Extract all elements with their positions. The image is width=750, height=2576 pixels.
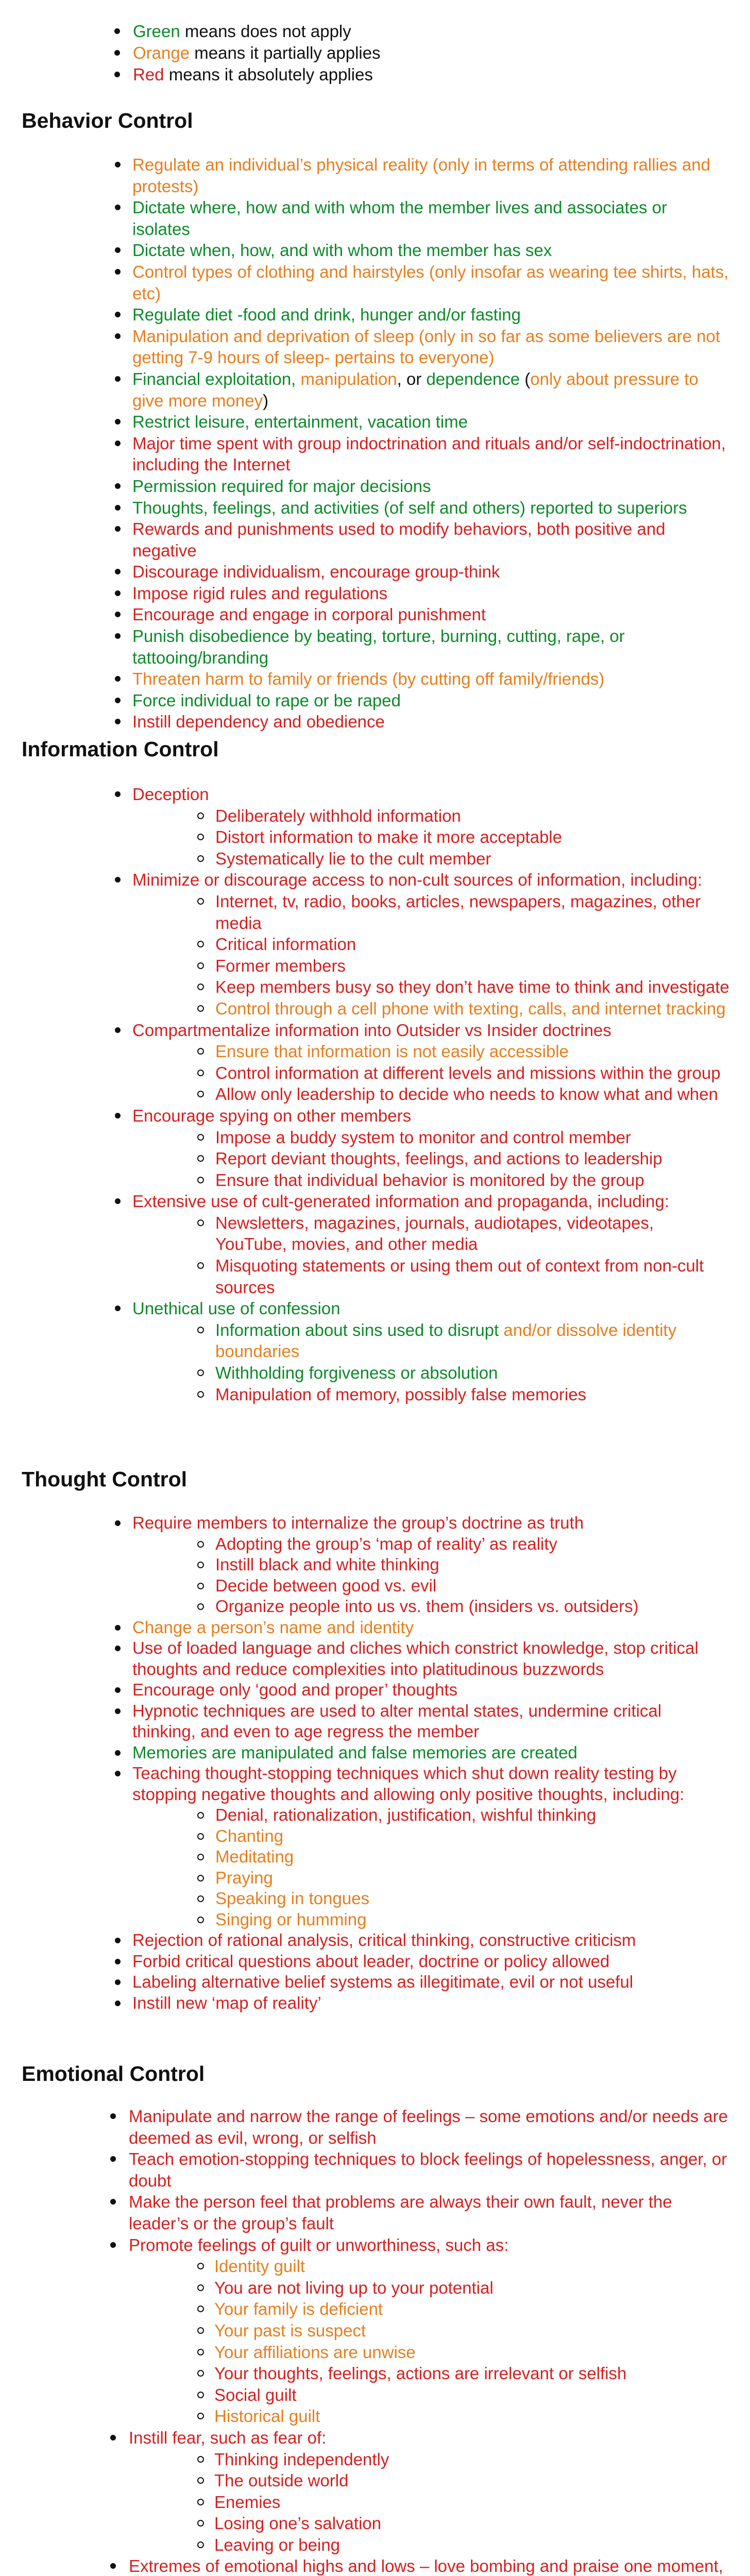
bullet-item bbox=[0, 2555, 750, 2576]
sub-bullet-item bbox=[0, 1148, 750, 1170]
item-text: Your past is suspect bbox=[214, 2320, 366, 2340]
bullet-item bbox=[0, 1020, 750, 1041]
item-text: Manipulation of memory, possibly false memories bbox=[215, 1384, 587, 1404]
sub-bullet-item bbox=[0, 2492, 750, 2513]
item-text: Rewards and punishments used to modify behaviors, both positive and negative bbox=[132, 519, 666, 560]
sub-bullet-item bbox=[0, 1534, 750, 1555]
bullet-item bbox=[0, 1513, 750, 1534]
sub-bullet-item bbox=[0, 1596, 750, 1617]
sub-bullet-item bbox=[0, 891, 750, 934]
bullet-item bbox=[0, 2106, 750, 2148]
bullet-item bbox=[0, 304, 750, 326]
item-text: Permission required for major decisions bbox=[132, 476, 431, 496]
item-text: Singing or humming bbox=[215, 1909, 367, 1929]
item-text: Make the person feel that problems are always their own fault, never the leader’s or the group’s fault bbox=[129, 2192, 672, 2233]
item-text: Hypnotic techniques are used to alter mental states, undermine critical thinking, and even to age regress the member bbox=[132, 1701, 662, 1741]
bullet-item bbox=[0, 2427, 750, 2449]
sub-bullet-item bbox=[0, 2384, 750, 2406]
item-text: Thoughts, feelings, and activities (of self and others) reported to superiors bbox=[132, 498, 687, 517]
bullet-item bbox=[0, 668, 750, 690]
item-text: Adopting the group’s ‘map of reality’ as reality bbox=[215, 1534, 558, 1553]
text-run: dependence bbox=[426, 369, 520, 388]
bullet-item bbox=[0, 1298, 750, 1319]
item-text: Dictate where, how and with whom the member lives and associates or isolates bbox=[132, 198, 668, 239]
item-text: Misquoting statements or using them out of context from non-cult sources bbox=[215, 1256, 704, 1297]
sub-bullet-item bbox=[0, 955, 750, 977]
legend-color-word: Orange bbox=[133, 43, 190, 62]
item-text: Forbid critical questions about leader, doctrine or policy allowed bbox=[132, 1951, 610, 1971]
item-text: Memories are manipulated and false memories are created bbox=[132, 1742, 577, 1762]
item-text: Praying bbox=[215, 1868, 273, 1887]
item-text: Manipulate and narrow the range of feelings – some emotions and/or needs are deemed as evil, wrong, or selfish bbox=[129, 2107, 728, 2147]
item-text: Regulate diet -food and drink, hunger and/or fasting bbox=[132, 305, 521, 325]
sub-bullet-item bbox=[0, 998, 750, 1020]
sub-bullet-item bbox=[0, 2256, 750, 2277]
legend-meaning: means it partially applies bbox=[190, 43, 381, 62]
sub-bullet-item bbox=[0, 1083, 750, 1105]
legend-color-word: Red bbox=[133, 65, 164, 84]
bullet-item bbox=[0, 368, 750, 411]
item-text: Require members to internalize the group’s doctrine as truth bbox=[132, 1513, 584, 1532]
information-control-list bbox=[0, 784, 750, 1405]
sub-bullet-item bbox=[0, 934, 750, 955]
bullet-item bbox=[0, 2148, 750, 2191]
item-text: Ensure that information is not easily accessible bbox=[215, 1042, 569, 1061]
item-text: Social guilt bbox=[214, 2385, 297, 2404]
item-text: Control information at different levels and missions within the group bbox=[215, 1063, 721, 1082]
item-text: Instill black and white thinking bbox=[215, 1555, 439, 1574]
item-text: Withholding forgiveness or absolution bbox=[215, 1363, 498, 1383]
sub-bullet-item bbox=[0, 826, 750, 848]
bullet-item bbox=[0, 1638, 750, 1680]
sub-bullet-item bbox=[0, 1062, 750, 1084]
item-text: Minimize or discourage access to non-cult sources of information, including: bbox=[132, 870, 703, 890]
bullet-item bbox=[0, 1763, 750, 1805]
item-text: Identity guilt bbox=[214, 2257, 305, 2276]
item-text: Speaking in tongues bbox=[215, 1889, 370, 1908]
color-legend bbox=[0, 21, 750, 86]
item-text: You are not living up to your potential bbox=[214, 2278, 493, 2297]
sub-bullet-item bbox=[0, 2534, 750, 2556]
sub-bullet-item bbox=[0, 2298, 750, 2320]
sub-bullet-item bbox=[0, 1212, 750, 1255]
sub-bullet-item bbox=[0, 1826, 750, 1847]
item-text: Impose a buddy system to monitor and control member bbox=[215, 1127, 632, 1147]
item-text: Denial, rationalization, justification, wishful thinking bbox=[215, 1805, 596, 1824]
bullet-item bbox=[0, 625, 750, 668]
item-text: Unethical use of confession bbox=[132, 1299, 340, 1318]
bullet-item bbox=[0, 1617, 750, 1638]
item-text: Threaten harm to family or friends (by cutting off family/friends) bbox=[132, 669, 605, 689]
item-text: Critical information bbox=[215, 935, 356, 954]
bullet-item bbox=[0, 1742, 750, 1764]
item-text: Your affiliations are unwise bbox=[214, 2342, 416, 2362]
item-text: Chanting bbox=[215, 1826, 284, 1845]
emotional-control-list bbox=[0, 2106, 750, 2576]
item-text: Extremes of emotional highs and lows – love bombing and praise one moment, bbox=[129, 2556, 723, 2576]
bullet-item bbox=[0, 518, 750, 561]
item-text: Keep members busy so they don’t have time to think and investigate bbox=[215, 977, 729, 997]
sub-bullet-item bbox=[0, 1909, 750, 1930]
sub-bullet-item bbox=[0, 1384, 750, 1405]
item-text: Your thoughts, feelings, actions are irrelevant or selfish bbox=[214, 2364, 627, 2383]
sub-bullet-item bbox=[0, 1805, 750, 1826]
sub-bullet-item bbox=[0, 1868, 750, 1889]
bullet-item bbox=[0, 1972, 750, 1993]
item-text: Distort information to make it more acceptable bbox=[215, 827, 562, 847]
bullet-item bbox=[0, 869, 750, 891]
legend-meaning: means it absolutely applies bbox=[164, 65, 373, 84]
item-text: Extensive use of cult-generated information and propaganda, including: bbox=[132, 1192, 670, 1211]
bullet-item bbox=[0, 1191, 750, 1212]
item-text: Instill new ‘map of reality’ bbox=[132, 1993, 321, 2012]
bullet-item bbox=[0, 411, 750, 433]
item-text: Internet, tv, radio, books, articles, newspapers, magazines, other media bbox=[215, 891, 701, 933]
sub-bullet-item bbox=[0, 1041, 750, 1062]
item-text: Allow only leadership to decide who needs to know what and when bbox=[215, 1084, 718, 1104]
text-run: Information about sins used to disrupt bbox=[215, 1320, 504, 1340]
item-text: Use of loaded language and cliches which constrict knowledge, stop critical thoughts and reduce complexities into platitudinous buzzwords bbox=[132, 1638, 698, 1679]
item-text: Newsletters, magazines, journals, audiotapes, videotapes, YouTube, movies, and other media bbox=[215, 1213, 654, 1254]
text-run: and/or dissolve identity boundaries bbox=[215, 1320, 677, 1361]
bullet-item bbox=[0, 604, 750, 625]
item-text: Your family is deficient bbox=[214, 2299, 383, 2319]
item-text: The outside world bbox=[214, 2471, 349, 2490]
item-text: Labeling alternative belief systems as illegitimate, evil or not useful bbox=[132, 1972, 634, 1991]
item-text: Instill fear, such as fear of: bbox=[129, 2428, 327, 2447]
text-run: ) bbox=[263, 391, 269, 410]
item-text: Change a person’s name and identity bbox=[132, 1617, 414, 1637]
sub-bullet-item bbox=[0, 1255, 750, 1298]
legend-item-red bbox=[0, 64, 750, 86]
bullet-item bbox=[0, 2191, 750, 2234]
item-text: Promote feelings of guilt or unworthiness, such as: bbox=[129, 2235, 509, 2255]
sub-bullet-item bbox=[0, 2277, 750, 2299]
bullet-item bbox=[0, 497, 750, 519]
text-run: manipulation bbox=[300, 369, 397, 388]
bullet-item bbox=[0, 1993, 750, 2014]
sub-bullet-item bbox=[0, 1554, 750, 1575]
item-text: Control through a cell phone with texting, calls, and internet tracking bbox=[215, 998, 726, 1018]
legend-item-green bbox=[0, 21, 750, 42]
sub-bullet-item bbox=[0, 2363, 750, 2384]
sub-bullet-item bbox=[0, 2449, 750, 2470]
item-text: Enemies bbox=[214, 2492, 281, 2512]
item-text: Decide between good vs. evil bbox=[215, 1575, 437, 1595]
text-run: Financial exploitation, bbox=[132, 369, 301, 388]
sub-bullet-item bbox=[0, 2405, 750, 2427]
bullet-item bbox=[0, 583, 750, 604]
item-text: Control types of clothing and hairstyles (only insofar as wearing tee shirts, hats, etc) bbox=[132, 262, 729, 303]
item-text: Major time spent with group indoctrination and rituals and/or self-indoctrination, including the Internet bbox=[132, 433, 726, 474]
item-text: Compartmentalize information into Outsider vs Insider doctrines bbox=[132, 1020, 611, 1040]
sub-bullet-item bbox=[0, 1319, 750, 1362]
bullet-item bbox=[0, 690, 750, 711]
bullet-item bbox=[0, 1105, 750, 1127]
thought-control-heading: Thought Control bbox=[22, 1467, 187, 1491]
sub-bullet-item bbox=[0, 1362, 750, 1384]
item-text: Impose rigid rules and regulations bbox=[132, 583, 388, 603]
bullet-item bbox=[0, 326, 750, 368]
item-text: Dictate when, how, and with whom the member has sex bbox=[132, 241, 552, 260]
item-text: Leaving or being bbox=[214, 2535, 340, 2554]
item-text: Deliberately withhold information bbox=[215, 806, 461, 825]
bullet-item bbox=[0, 711, 750, 733]
item-text: Former members bbox=[215, 956, 346, 975]
text-run: , or bbox=[397, 369, 427, 388]
item-text: Regulate an individual’s physical reality (only in terms of attending rallies and protests) bbox=[132, 155, 710, 196]
item-text: Instill dependency and obedience bbox=[132, 712, 385, 732]
legend-color-word: Green bbox=[133, 22, 180, 41]
text-run: ( bbox=[520, 369, 531, 388]
item-text: Deception bbox=[132, 785, 209, 804]
item-text: Restrict leisure, entertainment, vacation time bbox=[132, 412, 468, 432]
item-text: Ensure that individual behavior is monitored by the group bbox=[215, 1170, 644, 1190]
bullet-item bbox=[0, 1951, 750, 1972]
sub-bullet-item bbox=[0, 1575, 750, 1597]
sub-bullet-item bbox=[0, 2320, 750, 2342]
item-text: Losing one’s salvation bbox=[214, 2514, 382, 2533]
sub-bullet-item bbox=[0, 2470, 750, 2492]
bullet-item bbox=[0, 261, 750, 304]
bullet-item bbox=[0, 240, 750, 261]
sub-bullet-item bbox=[0, 2342, 750, 2363]
sub-bullet-item bbox=[0, 2513, 750, 2534]
sub-bullet-item bbox=[0, 1170, 750, 1191]
item-text: Meditating bbox=[215, 1847, 294, 1866]
item-text: Teaching thought-stopping techniques which shut down reality testing by stopping negative thoughts and allowing only positive thoughts, including: bbox=[132, 1764, 685, 1804]
bullet-item bbox=[0, 1930, 750, 1951]
sub-bullet-item bbox=[0, 848, 750, 870]
bullet-item bbox=[0, 784, 750, 805]
behavior-control-heading: Behavior Control bbox=[22, 109, 193, 132]
behavior-control-list bbox=[0, 154, 750, 733]
legend-item-orange bbox=[0, 42, 750, 64]
item-text: Manipulation and deprivation of sleep (only in so far as some believers are not getting 7-9 hours of sleep- pertains to everyone) bbox=[132, 326, 720, 367]
item-text: Teach emotion-stopping techniques to block feelings of hopelessness, anger, or doubt bbox=[129, 2149, 727, 2190]
item-text: Rejection of rational analysis, critical thinking, constructive criticism bbox=[132, 1930, 636, 1950]
bullet-item bbox=[0, 561, 750, 583]
item-text: Encourage and engage in corporal punishment bbox=[132, 605, 486, 624]
bullet-item bbox=[0, 154, 750, 197]
information-control-heading: Information Control bbox=[22, 737, 219, 761]
bullet-item bbox=[0, 476, 750, 497]
bullet-item bbox=[0, 433, 750, 476]
bullet-item bbox=[0, 197, 750, 240]
legend-meaning: means does not apply bbox=[180, 22, 351, 41]
sub-bullet-item bbox=[0, 1888, 750, 1909]
sub-bullet-item bbox=[0, 1127, 750, 1148]
sub-bullet-item bbox=[0, 805, 750, 827]
item-text: Report deviant thoughts, feelings, and actions to leadership bbox=[215, 1149, 662, 1168]
bullet-item bbox=[0, 1680, 750, 1701]
thought-control-list bbox=[0, 1513, 750, 2013]
item-text: Thinking independently bbox=[214, 2449, 389, 2469]
text-run: only about pressure to give more money bbox=[132, 369, 698, 410]
item-text: Discourage individualism, encourage group-think bbox=[132, 562, 500, 582]
item-text: Encourage only ‘good and proper’ thoughts bbox=[132, 1680, 458, 1699]
sub-bullet-item bbox=[0, 976, 750, 998]
item-text: Historical guilt bbox=[214, 2406, 320, 2426]
emotional-control-heading: Emotional Control bbox=[22, 2062, 205, 2086]
item-text: Organize people into us vs. them (insiders vs. outsiders) bbox=[215, 1597, 639, 1616]
item-text: Punish disobedience by beating, torture, burning, cutting, rape, or tattooing/branding bbox=[132, 626, 625, 667]
bullet-item bbox=[0, 1701, 750, 1742]
item-text: Systematically lie to the cult member bbox=[215, 849, 491, 868]
item-text: Encourage spying on other members bbox=[132, 1106, 412, 1125]
item-text: Force individual to rape or be raped bbox=[132, 690, 401, 710]
bullet-item bbox=[0, 2234, 750, 2256]
sub-bullet-item bbox=[0, 1846, 750, 1868]
